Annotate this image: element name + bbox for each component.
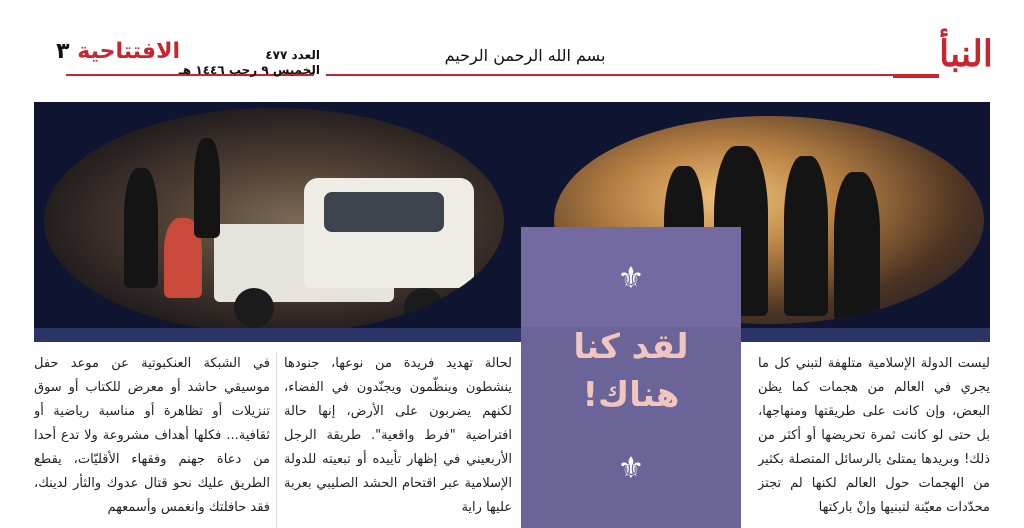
issue-number: العدد ٤٧٧ [265,48,320,62]
issue-date: الخميس ٩ رجب ١٤٤٦ هـ [178,63,320,77]
pickup-truck-image [194,168,484,318]
headline: لقد كنا هناك! [573,327,689,415]
article-column-3: في الشبكة العنكبوتية عن موعد حفل موسيقي حاشد أو معرض للكتاب أو سوق تنزيلات أو تظاهرة أو مناسبة رياضية أو ثقافية... فكلها أهداف مشروعة ولا تدع أحدا من دعاة جهنم وفقهاء الأقليّات، يقطع الطريق عليك نحو قتال عدوك والثأر لدينك، فقد حافلتك وانغمس وأسمعهم [34,356,270,515]
person-silhouette [124,168,158,288]
truck-scene-photo [44,108,504,334]
basmala-text: بسم الله الرحمن الرحيم [444,46,606,65]
fleur-de-lis-icon: ⚜ [617,451,645,486]
section-title-text: الافتتاحية [77,39,180,64]
header-rule-right [326,74,893,76]
page-header [0,0,1024,100]
article-column-2: لحالة تهديد فريدة من نوعها، جنودها ينشطون وينظّمون ويجنّدون في الفضاء، لكنهم يضربون على الأرض، إنها حالة افتراضية "فرط واقعية". طريقة الرجل الأربعيني في إظهار تأييده أو تبعيته للدولة الإسلامية عبر اقتحام الحشد الصليبي بعربة عليها راية [284,356,512,515]
column-divider [276,352,277,528]
banner-stripe [34,328,990,342]
photo-banner [34,102,990,342]
officer-silhouette [834,172,880,322]
officer-silhouette [784,156,828,316]
person-silhouette [194,138,220,238]
section-title [44,38,180,66]
fleur-de-lis-icon: ⚜ [617,261,645,296]
headline-card [521,227,741,528]
newspaper-logo: النبأ [939,33,993,75]
page-number: ٣ [56,39,70,64]
article-column-1: ليست الدولة الإسلامية متلهفة لتبني كل ما يجري في العالم من هجمات كما يظن البعض، وإن كانت على طريقتها ومنهاجها، بل حتى لو كانت ثمرة تحريضها أو أكثر من ذلك! وبريدها يمتلئ بالرسائل المتصلة بكثير من الهجمات حول العالم لكنها لم تجتز محدّدات معيّنة لتبنيها وإنْ باركتها [758,356,990,515]
logo-underline [893,74,939,78]
